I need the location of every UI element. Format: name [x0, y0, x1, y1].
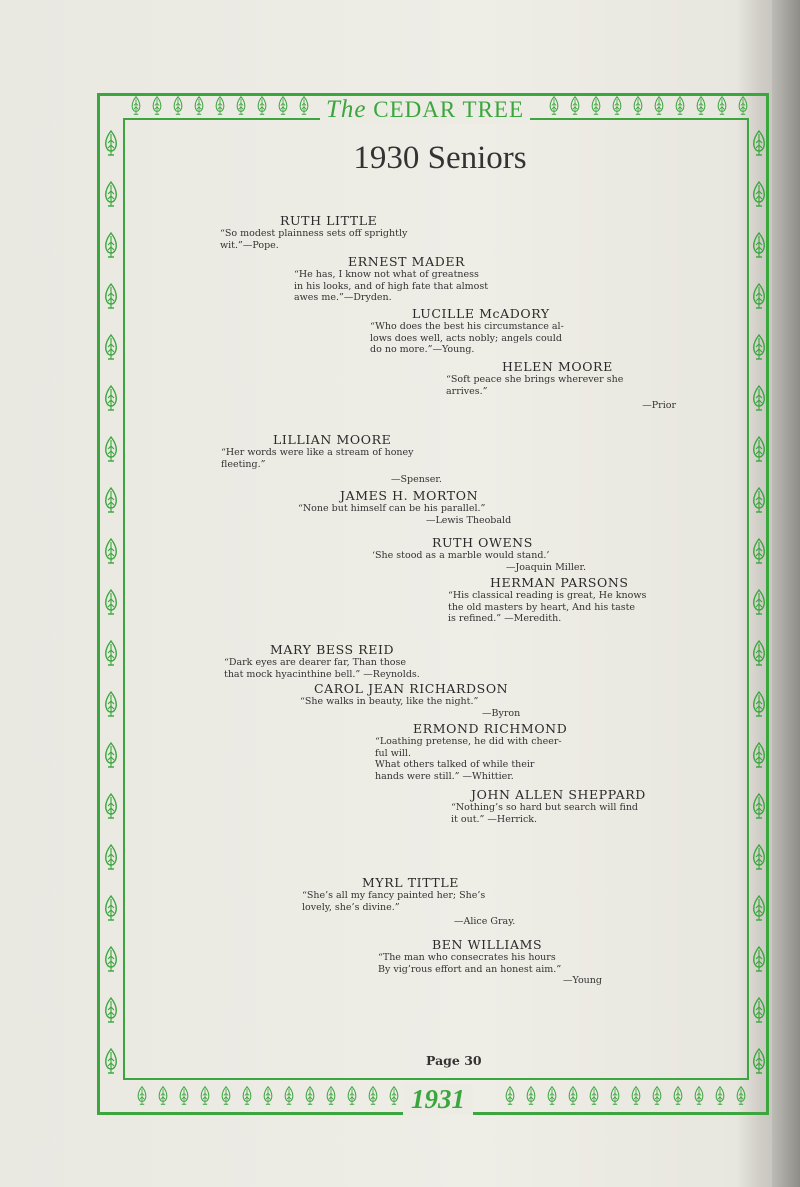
senior-quote: “Loathing pretense, he did with cheer- ful will. What others talked of while their hands were still.” —Whittier.	[375, 736, 562, 782]
header-cedar-tree: CEDAR TREE	[373, 97, 525, 122]
cedar-tree-icon	[104, 742, 118, 768]
cedar-tree-icon	[752, 232, 766, 258]
cedar-tree-icon	[298, 96, 310, 115]
cedar-tree-icon	[651, 1086, 663, 1105]
cedar-tree-icon	[752, 742, 766, 768]
cedar-tree-icon	[716, 96, 728, 115]
cedar-tree-icon	[752, 334, 766, 360]
cedar-tree-icon	[367, 1086, 379, 1105]
senior-name: RUTH OWENS	[432, 535, 533, 550]
header-the: The	[326, 96, 367, 123]
cedar-tree-icon	[632, 96, 644, 115]
cedar-tree-icon	[588, 1086, 600, 1105]
senior-entry	[370, 307, 564, 356]
cedar-tree-icon	[104, 487, 118, 513]
cedar-tree-icon	[104, 946, 118, 972]
senior-quote: “Nothing’s so hard but search will find it out.” —Herrick.	[451, 802, 639, 825]
cedar-tree-icon	[235, 96, 247, 115]
cedar-tree-icon	[104, 844, 118, 870]
cedar-tree-icon	[752, 844, 766, 870]
cedar-tree-icon	[611, 96, 623, 115]
cedar-tree-icon	[104, 640, 118, 666]
cedar-tree-icon	[388, 1086, 400, 1105]
cedar-tree-icon	[672, 1086, 684, 1105]
cedar-tree-icon	[525, 1086, 537, 1105]
cedar-tree-icon	[546, 1086, 558, 1105]
cedar-tree-icon	[752, 130, 766, 156]
cedar-tree-icon	[136, 1086, 148, 1105]
cedar-tree-icon	[304, 1086, 316, 1105]
cedar-tree-icon	[104, 895, 118, 921]
cedar-tree-icon	[752, 640, 766, 666]
cedar-tree-icon	[104, 1048, 118, 1074]
cedar-tree-icon	[104, 538, 118, 564]
senior-entry	[448, 576, 646, 625]
cedar-tree-icon	[609, 1086, 621, 1105]
cedar-tree-icon	[752, 487, 766, 513]
cedar-tree-icon	[241, 1086, 253, 1105]
senior-quote: “She’s all my fancy painted her; She’s lovely, she’s divine.”	[302, 890, 486, 913]
cedar-tree-icon	[104, 997, 118, 1023]
cedar-tree-icon	[737, 96, 749, 115]
senior-entry	[298, 489, 511, 526]
senior-name: JAMES H. MORTON	[340, 488, 479, 503]
cedar-tree-icon	[695, 96, 707, 115]
cedar-tree-icon	[277, 96, 289, 115]
senior-entry	[451, 788, 646, 825]
cedar-tree-icon	[220, 1086, 232, 1105]
senior-name: LUCILLE McADORY	[412, 306, 550, 321]
cedar-tree-icon	[752, 1048, 766, 1074]
senior-citation: —Joaquin Miller.	[506, 561, 587, 573]
cedar-tree-icon	[283, 1086, 295, 1105]
page-title: 1930 Seniors	[353, 140, 527, 176]
header-title	[320, 96, 530, 124]
senior-entry	[372, 536, 586, 573]
senior-citation: —Alice Gray.	[454, 916, 516, 927]
senior-entry	[294, 255, 488, 304]
senior-citation: —Spenser.	[391, 474, 442, 485]
cedar-tree-icon	[104, 232, 118, 258]
cedar-tree-icon	[752, 997, 766, 1023]
cedar-tree-icon	[569, 96, 581, 115]
cedar-tree-icon	[325, 1086, 337, 1105]
cedar-tree-icon	[752, 691, 766, 717]
cedar-tree-icon	[752, 589, 766, 615]
senior-quote: “She walks in beauty, like the night.”	[300, 696, 479, 707]
senior-entry	[300, 682, 520, 719]
senior-name: JOHN ALLEN SHEPPARD	[471, 787, 646, 802]
cedar-tree-icon	[674, 96, 686, 115]
cedar-tree-icon	[567, 1086, 579, 1105]
senior-name: BEN WILLIAMS	[432, 937, 543, 952]
cedar-tree-icon	[735, 1086, 747, 1105]
cedar-tree-icon	[504, 1086, 516, 1105]
senior-name: CAROL JEAN RICHARDSON	[314, 681, 509, 696]
senior-name: ERMOND RICHMOND	[413, 721, 568, 736]
cedar-tree-icon	[256, 96, 268, 115]
cedar-tree-icon	[752, 538, 766, 564]
cedar-tree-icon	[590, 96, 602, 115]
cedar-tree-icon	[199, 1086, 211, 1105]
cedar-tree-icon	[752, 436, 766, 462]
senior-name: MYRL TITTLE	[362, 875, 459, 890]
cedar-tree-icon	[178, 1086, 190, 1105]
senior-quote: “None but himself can be his parallel.”	[298, 503, 486, 514]
senior-name: RUTH LITTLE	[280, 213, 378, 228]
cedar-tree-icon	[104, 385, 118, 411]
cedar-tree-icon	[262, 1086, 274, 1105]
cedar-tree-icon	[104, 130, 118, 156]
senior-name: HERMAN PARSONS	[490, 575, 629, 590]
senior-name: MARY BESS REID	[270, 642, 395, 657]
cedar-tree-icon	[151, 96, 163, 115]
cedar-tree-icon	[752, 385, 766, 411]
senior-quote: “Dark eyes are dearer far, Than those that mock hyacinthine bell.” —Reynolds.	[224, 657, 420, 680]
cedar-tree-icon	[172, 96, 184, 115]
senior-quote: “He has, I know not what of greatness in his looks, and of high fate that almost awes me.”—Dryden.	[294, 269, 489, 303]
cedar-tree-icon	[752, 283, 766, 309]
senior-citation: —Prior	[642, 400, 676, 411]
senior-name: HELEN MOORE	[502, 359, 613, 374]
cedar-tree-icon	[157, 1086, 169, 1105]
cedar-tree-icon	[693, 1086, 705, 1105]
senior-entry	[224, 643, 420, 680]
senior-citation: —Byron	[482, 707, 521, 719]
cedar-tree-icon	[346, 1086, 358, 1105]
cedar-tree-icon	[214, 96, 226, 115]
senior-entry	[221, 433, 451, 486]
cedar-tree-icon	[104, 181, 118, 207]
senior-citation: —Lewis Theobald	[426, 514, 512, 526]
senior-entry	[302, 876, 515, 928]
cedar-tree-icon	[193, 96, 205, 115]
senior-quote: “His classical reading is great, He knows the old masters by heart, And his taste is refined.” —Meredith.	[448, 590, 647, 624]
senior-quote: “The man who consecrates his hours By vig’rous effort and an honest aim.”	[378, 952, 562, 975]
cedar-tree-icon	[548, 96, 560, 115]
cedar-tree-icon	[752, 946, 766, 972]
senior-quote: “Soft peace she brings wherever she arrives.”	[446, 374, 624, 397]
senior-entry	[220, 214, 407, 251]
senior-quote: “Her words were like a stream of honey fleeting.”	[221, 447, 414, 470]
senior-name: LILLIAN MOORE	[273, 432, 392, 447]
cedar-tree-icon	[130, 96, 142, 115]
cedar-tree-icon	[752, 181, 766, 207]
senior-quote: “Who does the best his circumstance al- lows does well, acts nobly; angels could do no more.”—Young.	[370, 321, 564, 355]
cedar-tree-icon	[104, 793, 118, 819]
senior-entry	[378, 938, 602, 987]
senior-quote: “So modest plainness sets off sprightly wit.”—Pope.	[220, 228, 408, 251]
page-number: Page 30	[426, 1053, 482, 1068]
senior-entry	[375, 722, 567, 782]
cedar-tree-icon	[653, 96, 665, 115]
cedar-tree-icon	[104, 691, 118, 717]
cedar-tree-icon	[752, 895, 766, 921]
cedar-tree-icon	[714, 1086, 726, 1105]
cedar-tree-icon	[752, 793, 766, 819]
book-binding-edge	[772, 0, 800, 1187]
cedar-tree-icon	[104, 436, 118, 462]
senior-quote: ‘She stood as a marble would stand.’	[372, 550, 550, 561]
senior-name: ERNEST MADER	[348, 254, 466, 269]
cedar-tree-icon	[104, 589, 118, 615]
cedar-tree-icon	[104, 283, 118, 309]
senior-entry	[446, 360, 676, 412]
footer-year: 1931	[403, 1084, 473, 1115]
cedar-tree-icon	[630, 1086, 642, 1105]
senior-citation: —Young	[563, 975, 602, 986]
cedar-tree-icon	[104, 334, 118, 360]
